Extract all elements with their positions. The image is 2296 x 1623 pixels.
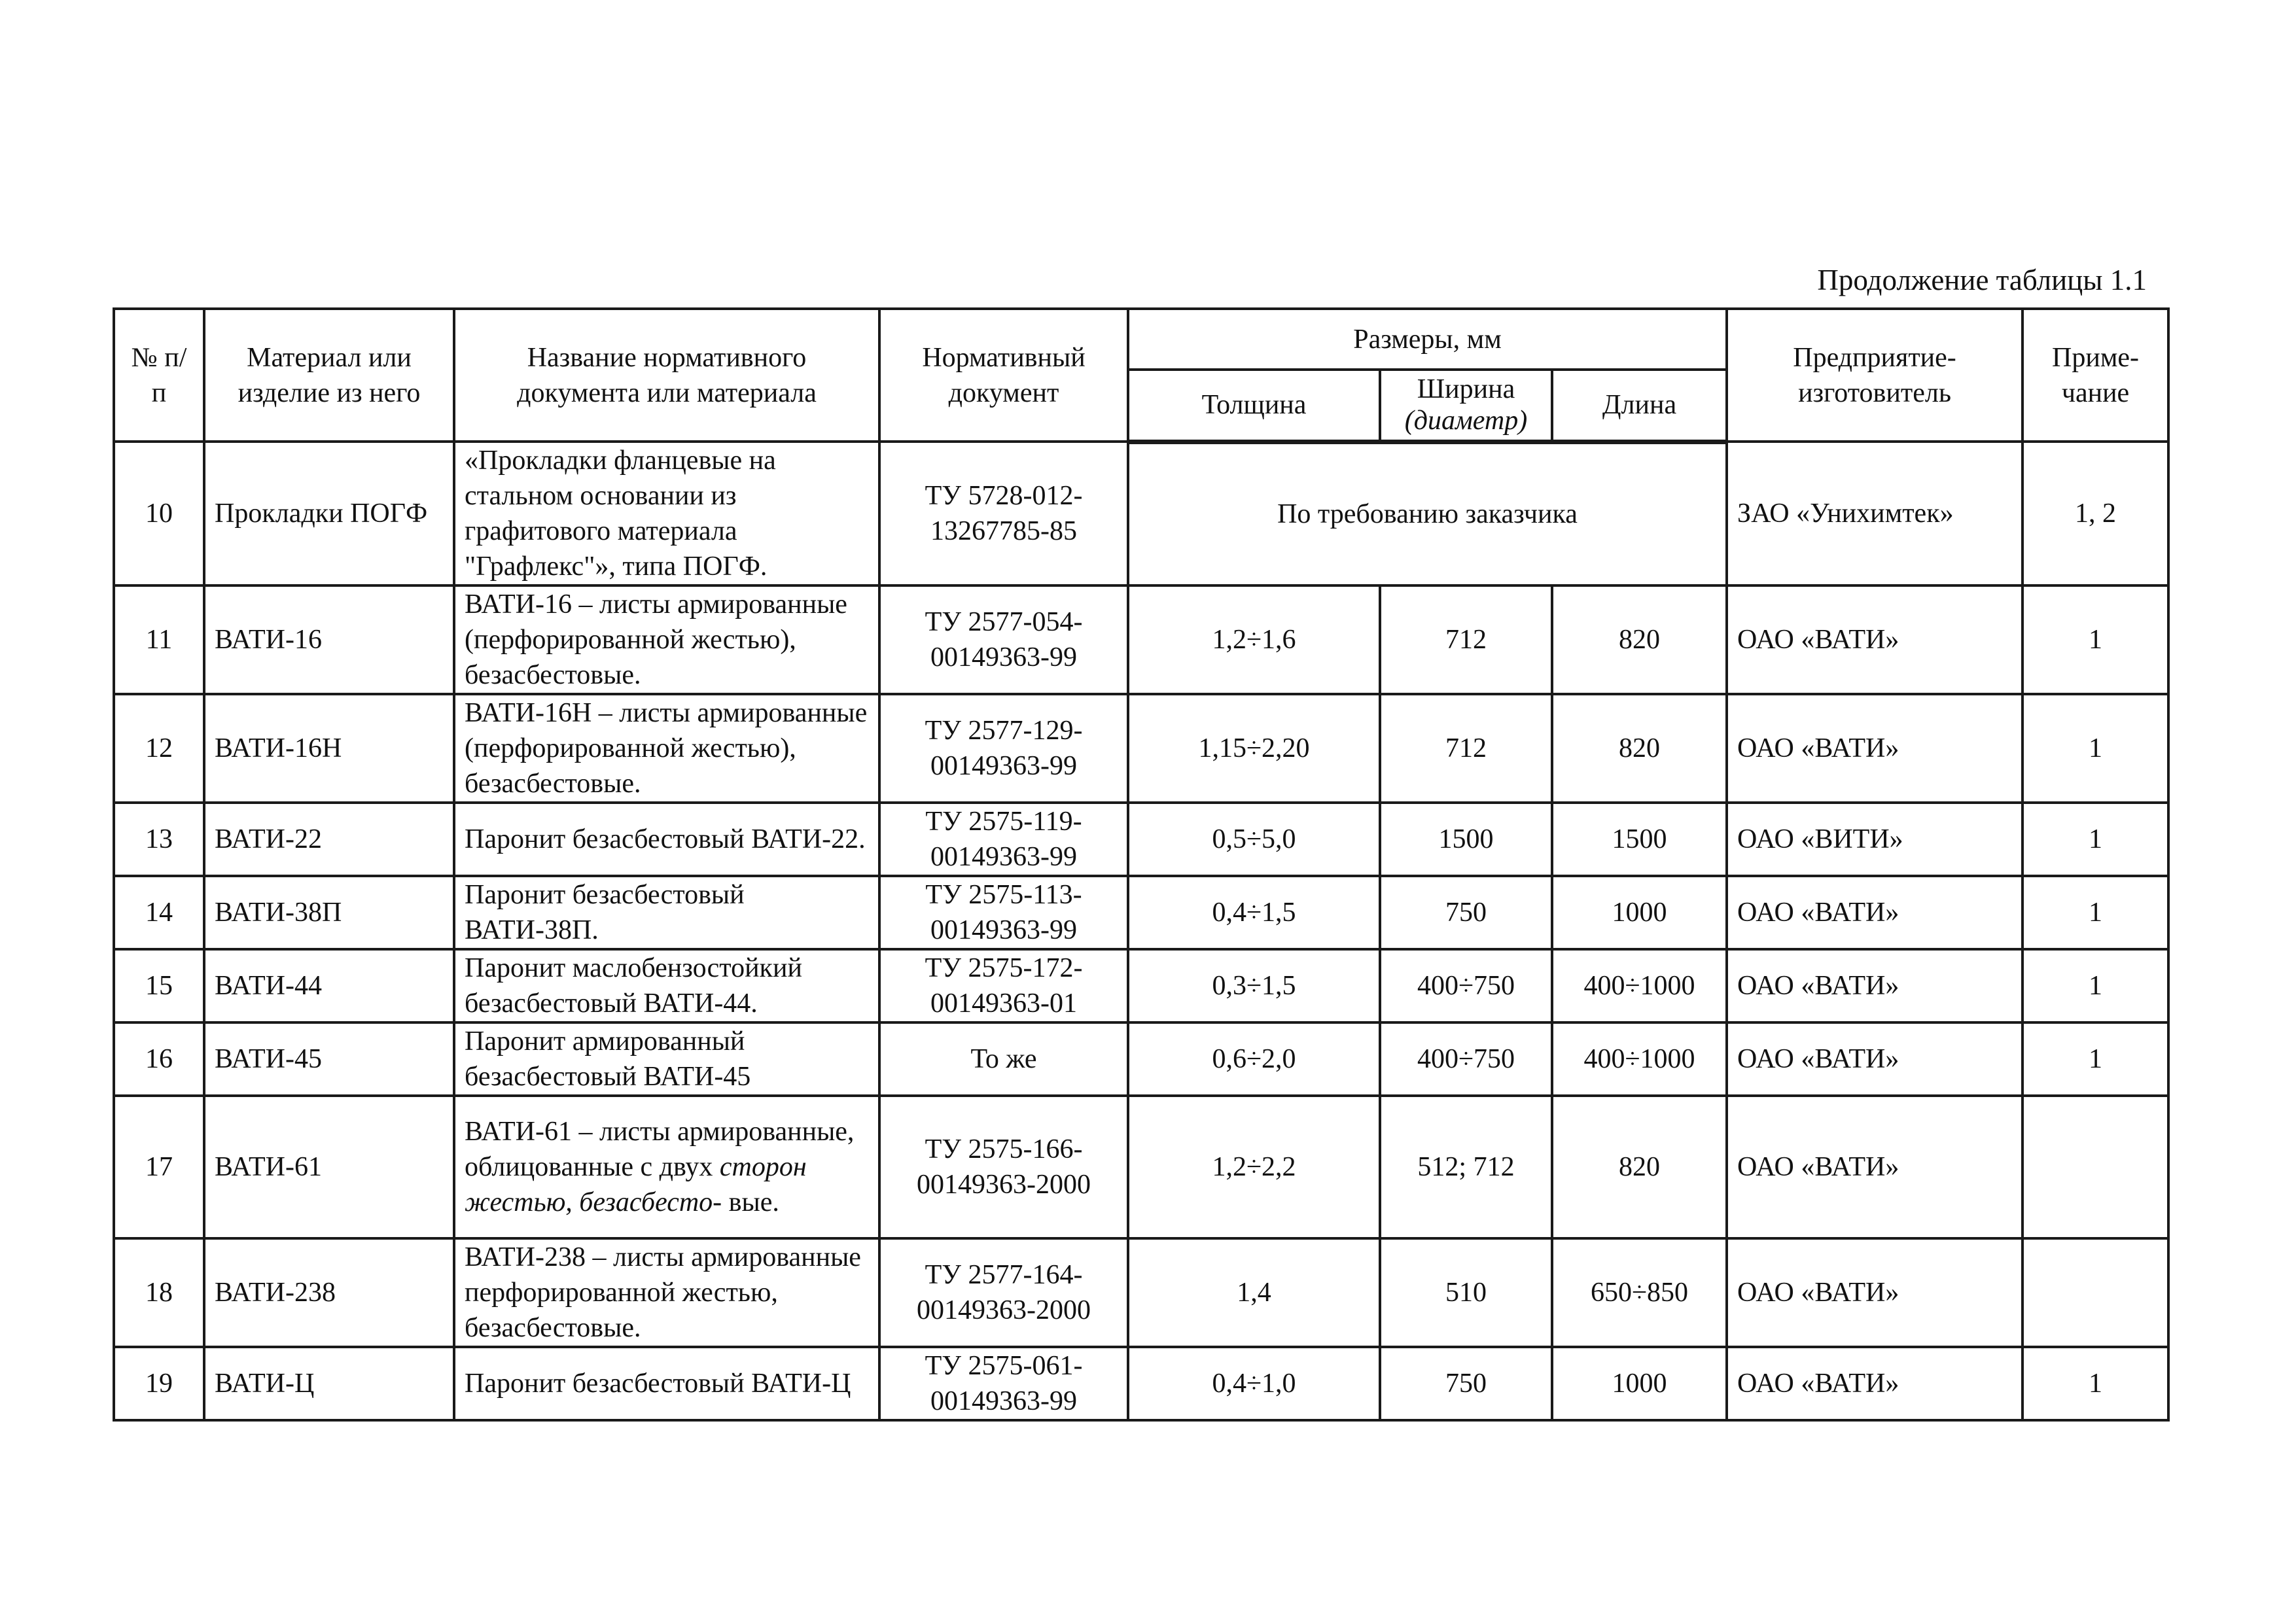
cell-manufacturer: ОАО «ВАТИ» xyxy=(1727,1096,2022,1238)
table-row xyxy=(114,442,2168,585)
cell-note: 1 xyxy=(2022,803,2168,876)
doc-name-part: ВАТИ-61 – листы армированные, облицованные с двух xyxy=(465,1117,855,1182)
cell-thickness: 0,5÷5,0 xyxy=(1128,803,1380,876)
cell-note: 1, 2 xyxy=(2022,442,2168,585)
cell-doc-name: Паронит армированный безасбестовый ВАТИ-45 xyxy=(454,1022,879,1096)
cell-doc-name: Паронит безасбестовый ВАТИ-Ц xyxy=(454,1347,879,1420)
cell-manufacturer: ОАО «ВАТИ» xyxy=(1727,876,2022,949)
cell-num: 12 xyxy=(114,694,204,803)
cell-doc-name: «Прокладки фланцевые на стальном основании из графитового материала "Графлекс"», типа ПОГФ. xyxy=(454,442,879,585)
cell-manufacturer: ОАО «ВАТИ» xyxy=(1727,694,2022,803)
header-length: Длина xyxy=(1552,370,1727,442)
table-row xyxy=(114,1096,2168,1238)
header-width xyxy=(1380,370,1552,442)
cell-material: ВАТИ-22 xyxy=(204,803,454,876)
cell-note: 1 xyxy=(2022,694,2168,803)
cell-note: 1 xyxy=(2022,876,2168,949)
table-row xyxy=(114,694,2168,803)
cell-manufacturer: ОАО «ВАТИ» xyxy=(1727,585,2022,694)
cell-width: 750 xyxy=(1380,1347,1552,1420)
header-material: Материал или изделие из него xyxy=(204,309,454,442)
cell-norm-doc: То же xyxy=(879,1022,1128,1096)
table-row xyxy=(114,1347,2168,1420)
cell-manufacturer: ЗАО «Унихимтек» xyxy=(1727,442,2022,585)
cell-length: 400÷1000 xyxy=(1552,949,1727,1022)
cell-norm-doc: ТУ 2575-113-00149363-99 xyxy=(879,876,1128,949)
cell-length: 820 xyxy=(1552,1096,1727,1238)
header-sizes: Размеры, мм xyxy=(1128,309,1727,370)
table-row xyxy=(114,876,2168,949)
cell-width: 712 xyxy=(1380,585,1552,694)
cell-width: 510 xyxy=(1380,1238,1552,1347)
cell-width: 400÷750 xyxy=(1380,1022,1552,1096)
table-row xyxy=(114,585,2168,694)
cell-material: ВАТИ-61 xyxy=(204,1096,454,1238)
cell-num: 19 xyxy=(114,1347,204,1420)
header-width-text: Ширина xyxy=(1417,374,1515,405)
cell-norm-doc: ТУ 5728-012-13267785-85 xyxy=(879,442,1128,585)
materials-table xyxy=(113,307,2170,1422)
header-norm-doc: Нормативный документ xyxy=(879,309,1128,442)
cell-length: 400÷1000 xyxy=(1552,1022,1727,1096)
cell-length: 650÷850 xyxy=(1552,1238,1727,1347)
header-doc-name: Название нормативного документа или материала xyxy=(454,309,879,442)
cell-material: ВАТИ-16 xyxy=(204,585,454,694)
cell-length: 820 xyxy=(1552,694,1727,803)
cell-thickness: 1,4 xyxy=(1128,1238,1380,1347)
header-manufacturer: Предприятие-изготовитель xyxy=(1727,309,2022,442)
cell-length: 1000 xyxy=(1552,1347,1727,1420)
cell-norm-doc: ТУ 2577-129-00149363-99 xyxy=(879,694,1128,803)
cell-material: ВАТИ-238 xyxy=(204,1238,454,1347)
cell-note: 1 xyxy=(2022,1347,2168,1420)
cell-num: 14 xyxy=(114,876,204,949)
cell-material: ВАТИ-45 xyxy=(204,1022,454,1096)
cell-note xyxy=(2022,1238,2168,1347)
cell-length: 820 xyxy=(1552,585,1727,694)
cell-thickness: 0,4÷1,5 xyxy=(1128,876,1380,949)
cell-note xyxy=(2022,1096,2168,1238)
cell-doc-name: ВАТИ-16 – листы армированные (перфорированной жестью), безасбестовые. xyxy=(454,585,879,694)
cell-note: 1 xyxy=(2022,585,2168,694)
table-row xyxy=(114,1022,2168,1096)
cell-num: 11 xyxy=(114,585,204,694)
cell-num: 13 xyxy=(114,803,204,876)
table-body xyxy=(114,442,2168,1420)
cell-length: 1000 xyxy=(1552,876,1727,949)
cell-width: 750 xyxy=(1380,876,1552,949)
cell-doc-name: Паронит маслобензостойкий безасбестовый ВАТИ-44. xyxy=(454,949,879,1022)
header-note: Приме-чание xyxy=(2022,309,2168,442)
cell-norm-doc: ТУ 2575-061-00149363-99 xyxy=(879,1347,1128,1420)
header-num: № п/п xyxy=(114,309,204,442)
cell-norm-doc: ТУ 2575-119-00149363-99 xyxy=(879,803,1128,876)
cell-manufacturer: ОАО «ВАТИ» xyxy=(1727,1022,2022,1096)
cell-doc-name: ВАТИ-238 – листы армированные перфорированной жестью, безасбестовые. xyxy=(454,1238,879,1347)
cell-width: 512; 712 xyxy=(1380,1096,1552,1238)
cell-num: 18 xyxy=(114,1238,204,1347)
doc-name-part-italic: сторон жестью, безасбесто- xyxy=(465,1152,807,1217)
table-header xyxy=(114,309,2168,442)
cell-doc-name: ВАТИ-16Н – листы армированные (перфорированной жестью), безасбестовые. xyxy=(454,694,879,803)
table-row xyxy=(114,803,2168,876)
cell-thickness: 1,2÷2,2 xyxy=(1128,1096,1380,1238)
cell-manufacturer: ОАО «ВАТИ» xyxy=(1727,949,2022,1022)
cell-note: 1 xyxy=(2022,1022,2168,1096)
cell-num: 15 xyxy=(114,949,204,1022)
cell-manufacturer: ОАО «ВАТИ» xyxy=(1727,1238,2022,1347)
cell-manufacturer: ОАО «ВИТИ» xyxy=(1727,803,2022,876)
cell-length: 1500 xyxy=(1552,803,1727,876)
cell-num: 16 xyxy=(114,1022,204,1096)
header-thickness: Толщина xyxy=(1128,370,1380,442)
table-continuation-caption: Продолжение таблицы 1.1 xyxy=(1817,264,2147,296)
cell-note: 1 xyxy=(2022,949,2168,1022)
cell-num: 10 xyxy=(114,442,204,585)
cell-width: 712 xyxy=(1380,694,1552,803)
table-row xyxy=(114,949,2168,1022)
cell-thickness: 0,3÷1,5 xyxy=(1128,949,1380,1022)
header-diameter-text: (диаметр) xyxy=(1404,406,1528,436)
cell-doc-name: Паронит безасбестовый ВАТИ-38П. xyxy=(454,876,879,949)
cell-thickness: 1,15÷2,20 xyxy=(1128,694,1380,803)
cell-manufacturer: ОАО «ВАТИ» xyxy=(1727,1347,2022,1420)
cell-material: ВАТИ-16Н xyxy=(204,694,454,803)
cell-thickness: 0,6÷2,0 xyxy=(1128,1022,1380,1096)
cell-norm-doc: ТУ 2575-166-00149363-2000 xyxy=(879,1096,1128,1238)
cell-material: ВАТИ-44 xyxy=(204,949,454,1022)
cell-thickness: 0,4÷1,0 xyxy=(1128,1347,1380,1420)
cell-material: ВАТИ-Ц xyxy=(204,1347,454,1420)
doc-name-part: вые. xyxy=(728,1187,779,1217)
cell-norm-doc: ТУ 2577-054-00149363-99 xyxy=(879,585,1128,694)
cell-num: 17 xyxy=(114,1096,204,1238)
cell-width: 1500 xyxy=(1380,803,1552,876)
cell-sizes-merged: По требованию заказчика xyxy=(1128,442,1727,585)
cell-material: Прокладки ПОГФ xyxy=(204,442,454,585)
cell-width: 400÷750 xyxy=(1380,949,1552,1022)
cell-doc-name xyxy=(454,1096,879,1238)
table-row xyxy=(114,1238,2168,1347)
cell-thickness: 1,2÷1,6 xyxy=(1128,585,1380,694)
cell-norm-doc: ТУ 2575-172-00149363-01 xyxy=(879,949,1128,1022)
cell-doc-name: Паронит безасбестовый ВАТИ-22. xyxy=(454,803,879,876)
cell-material: ВАТИ-38П xyxy=(204,876,454,949)
cell-norm-doc: ТУ 2577-164-00149363-2000 xyxy=(879,1238,1128,1347)
